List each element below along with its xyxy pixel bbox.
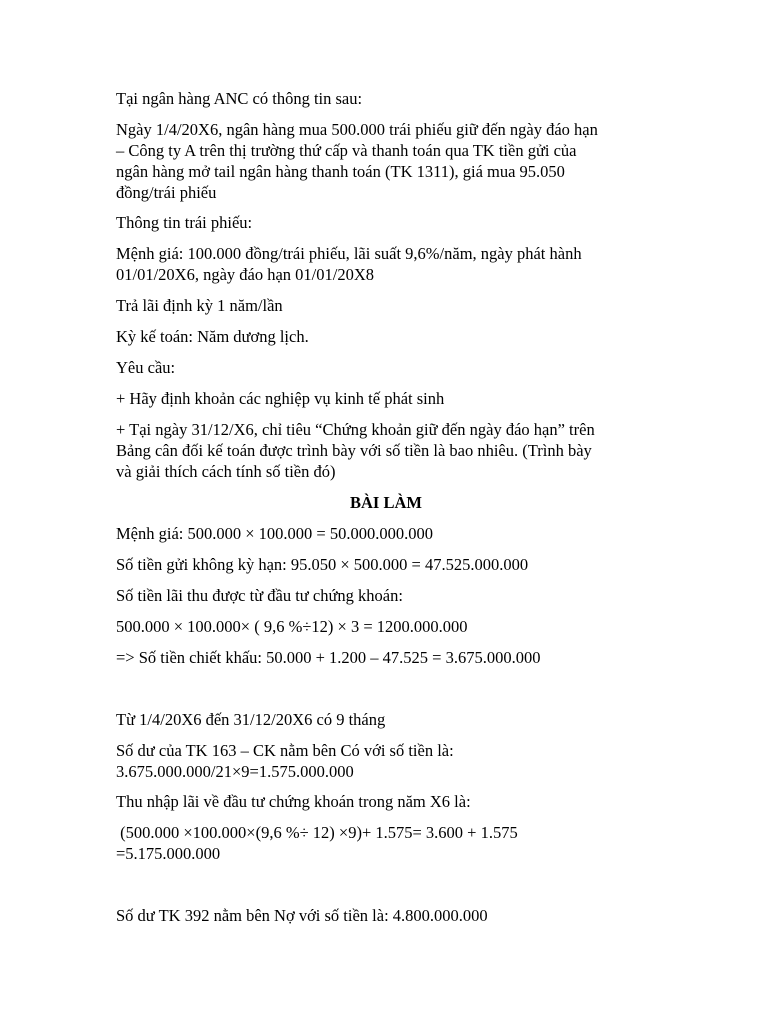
purchase-line: – Công ty A trên thị trường thứ cấp và thanh toán qua TK tiền gửi của (116, 141, 577, 160)
intro-text: Tại ngân hàng ANC có thông tin sau: (116, 89, 363, 108)
income-calc-paragraph (116, 822, 656, 864)
balance-163-line: 3.675.000.000/21×9=1.575.000.000 (116, 762, 354, 781)
requirement-2 (116, 419, 656, 482)
balance-163-paragraph (116, 740, 656, 782)
purchase-line: Ngày 1/4/20X6, ngân hàng mua 500.000 trái phiếu giữ đến ngày đáo hạn (116, 120, 598, 139)
requirement-2-line: Bảng cân đối kế toán được trình bày với số tiền là bao nhiêu. (Trình bày (116, 441, 592, 460)
requirement-1: + Hãy định khoản các nghiệp vụ kinh tế phát sinh (116, 389, 445, 408)
income-calc-line: =5.175.000.000 (116, 844, 221, 863)
income-calc-line: (500.000 ×100.000×(9,6 %÷ 12) ×9)+ 1.575= 3.600 + 1.575 (116, 823, 518, 842)
purchase-line: đồng/trái phiếu (116, 183, 217, 202)
balance-392-text: Số dư TK 392 nằm bên Nợ với số tiền là: 4.800.000.000 (116, 906, 488, 925)
accounting-period-text: Kỳ kế toán: Năm dương lịch. (116, 327, 309, 346)
interest-payment-text: Trả lãi định kỳ 1 năm/lần (116, 296, 283, 315)
purchase-line: ngân hàng mở tail ngân hàng thanh toán (TK 1311), giá mua 95.050 (116, 162, 565, 181)
purchase-paragraph (116, 119, 656, 203)
solution-heading: BÀI LÀM (350, 493, 422, 512)
requirement-2-line: + Tại ngày 31/12/X6, chỉ tiêu “Chứng khoản giữ đến ngày đáo hạn” trên (116, 420, 595, 439)
face-value-text: Mệnh giá: 500.000 × 100.000 = 50.000.000.000 (116, 524, 433, 543)
interest-label: Số tiền lãi thu được từ đầu tư chứng khoán: (116, 586, 403, 605)
bond-info-paragraph (116, 243, 656, 285)
deposit-text: Số tiền gửi không kỳ hạn: 95.050 × 500.000 = 47.525.000.000 (116, 555, 529, 574)
requirement-2-line: và giải thích cách tính số tiền đó) (116, 462, 336, 481)
period-text: Từ 1/4/20X6 đến 31/12/20X6 có 9 tháng (116, 710, 386, 729)
discount-text: => Số tiền chiết khấu: 50.000 + 1.200 – 47.525 = 3.675.000.000 (116, 648, 541, 667)
requirements-title: Yêu cầu: (116, 358, 176, 377)
bond-info-line: 01/01/20X6, ngày đáo hạn 01/01/20X8 (116, 265, 375, 284)
bond-info-title: Thông tin trái phiếu: (116, 213, 253, 232)
income-label: Thu nhập lãi về đầu tư chứng khoán trong năm X6 là: (116, 792, 471, 811)
interest-calc: 500.000 × 100.000× ( 9,6 %÷12) × 3 = 1200.000.000 (116, 617, 468, 636)
bond-info-line: Mệnh giá: 100.000 đồng/trái phiếu, lãi suất 9,6%/năm, ngày phát hành (116, 244, 582, 263)
balance-163-line: Số dư của TK 163 – CK nằm bên Có với số tiền là: (116, 741, 454, 760)
